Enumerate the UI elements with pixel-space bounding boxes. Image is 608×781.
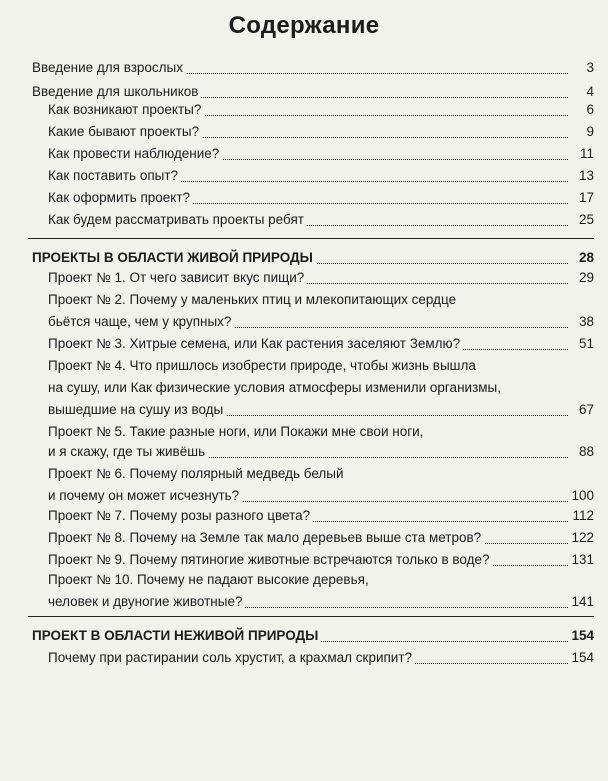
toc-entry-text: Проект № 1. От чего зависит вкус пищи? xyxy=(48,270,307,286)
toc-entry-text: Как возникают проекты? xyxy=(48,102,204,118)
toc-entry-text: Как поставить опыт? xyxy=(48,168,181,184)
toc-entry-text: Как провести наблюдение? xyxy=(48,146,222,162)
page-title: Содержание xyxy=(228,12,380,39)
toc-entry-text: ПРОЕКТ В ОБЛАСТИ НЕЖИВОЙ ПРИРОДЫ xyxy=(32,628,321,644)
toc-entry-text: и почему он может исчезнуть? xyxy=(48,488,242,504)
toc-page-number: 17 xyxy=(578,190,594,205)
toc-entry-text: ПРОЕКТЫ В ОБЛАСТИ ЖИВОЙ ПРИРОДЫ xyxy=(32,250,316,266)
toc-page-number: 112 xyxy=(572,508,594,523)
toc-entry-text: вышедшие на сушу из воды xyxy=(48,402,226,418)
toc-entry[interactable] xyxy=(0,168,608,186)
section-divider xyxy=(28,238,594,239)
toc-entry[interactable] xyxy=(0,270,608,288)
toc-entry-line: Проект № 4. Что пришлось изобрести природе, чтобы жизнь вышла xyxy=(48,358,476,373)
toc-entry-text: и я скажу, где ты живёшь xyxy=(48,444,208,460)
toc-entry-text: Какие бывают проекты? xyxy=(48,124,202,140)
toc-entry[interactable] xyxy=(0,336,608,354)
toc-entry-text: Как оформить проект? xyxy=(48,190,193,206)
toc-page-number: 51 xyxy=(578,336,594,351)
toc-entry[interactable] xyxy=(0,212,608,230)
toc-entry-line: на сушу, или Как физические условия атмосферы изменили организмы, xyxy=(48,380,501,395)
toc-page-number: 29 xyxy=(578,270,594,285)
toc-entry-text: Проект № 3. Хитрые семена, или Как растения заселяют Землю? xyxy=(48,336,463,352)
toc-section-heading[interactable] xyxy=(0,250,608,268)
toc-entry-text: Как будем рассматривать проекты ребят xyxy=(48,212,307,228)
toc-entry[interactable] xyxy=(0,650,608,668)
toc-entry-line: Проект № 5. Такие разные ноги, или Покажи мне свои ноги, xyxy=(48,424,424,439)
toc-entry-line: Проект № 10. Почему не падают высокие деревья, xyxy=(48,572,369,587)
toc-entry[interactable] xyxy=(0,84,608,102)
toc-page-number: 122 xyxy=(571,530,594,545)
toc-entry-text: Введение для школьников xyxy=(32,84,201,100)
toc-entry-text: человек и двуногие животные? xyxy=(48,594,245,610)
toc-page-number: 88 xyxy=(578,444,594,459)
section-divider xyxy=(28,616,594,617)
toc-section-heading[interactable] xyxy=(0,628,608,646)
toc-entry-text: Проект № 8. Почему на Земле так мало деревьев выше ста метров? xyxy=(48,530,484,546)
toc-page-number: 25 xyxy=(578,212,594,227)
toc-entry[interactable] xyxy=(0,102,608,120)
toc-entry[interactable] xyxy=(0,530,608,548)
toc-page-number: 3 xyxy=(586,60,594,75)
toc-entry[interactable] xyxy=(0,444,608,462)
toc-page-number: 28 xyxy=(578,250,594,265)
toc-entry-line: Проект № 2. Почему у маленьких птиц и млекопитающих сердце xyxy=(48,292,457,307)
toc-page-number: 4 xyxy=(586,84,594,99)
toc-page-number: 9 xyxy=(586,124,594,139)
toc-page-number: 131 xyxy=(571,552,594,567)
toc-entry[interactable] xyxy=(0,552,608,570)
toc-entry[interactable] xyxy=(0,146,608,164)
toc-entry-text: Введение для взрослых xyxy=(32,60,186,76)
toc-page-number: 13 xyxy=(578,168,594,183)
toc-page-number: 154 xyxy=(571,628,594,643)
toc-entry[interactable] xyxy=(0,402,608,420)
toc-entry-text: Почему при растирании соль хрустит, а крахмал скрипит? xyxy=(48,650,415,666)
toc-entry[interactable] xyxy=(0,488,608,506)
toc-page-number: 100 xyxy=(571,488,594,503)
toc-entry[interactable] xyxy=(0,508,608,526)
toc-entry[interactable] xyxy=(0,124,608,142)
toc-entry[interactable] xyxy=(0,60,608,78)
toc-page-number: 141 xyxy=(571,594,594,609)
toc-page-number: 67 xyxy=(578,402,594,417)
toc-entry-text: Проект № 9. Почему пятиногие животные встречаются только в воде? xyxy=(48,552,493,568)
toc-entry[interactable] xyxy=(0,314,608,332)
toc-entry[interactable] xyxy=(0,594,608,612)
toc-page-number: 6 xyxy=(586,102,594,117)
toc-entry-line: Проект № 6. Почему полярный медведь белый xyxy=(48,466,344,481)
toc-entry-text: бьётся чаще, чем у крупных? xyxy=(48,314,234,330)
toc-page-number: 11 xyxy=(579,146,594,161)
toc-entry-text: Проект № 7. Почему розы разного цвета? xyxy=(48,508,313,524)
toc-entry[interactable] xyxy=(0,190,608,208)
toc-page-number: 154 xyxy=(571,650,594,665)
toc-page-number: 38 xyxy=(578,314,594,329)
